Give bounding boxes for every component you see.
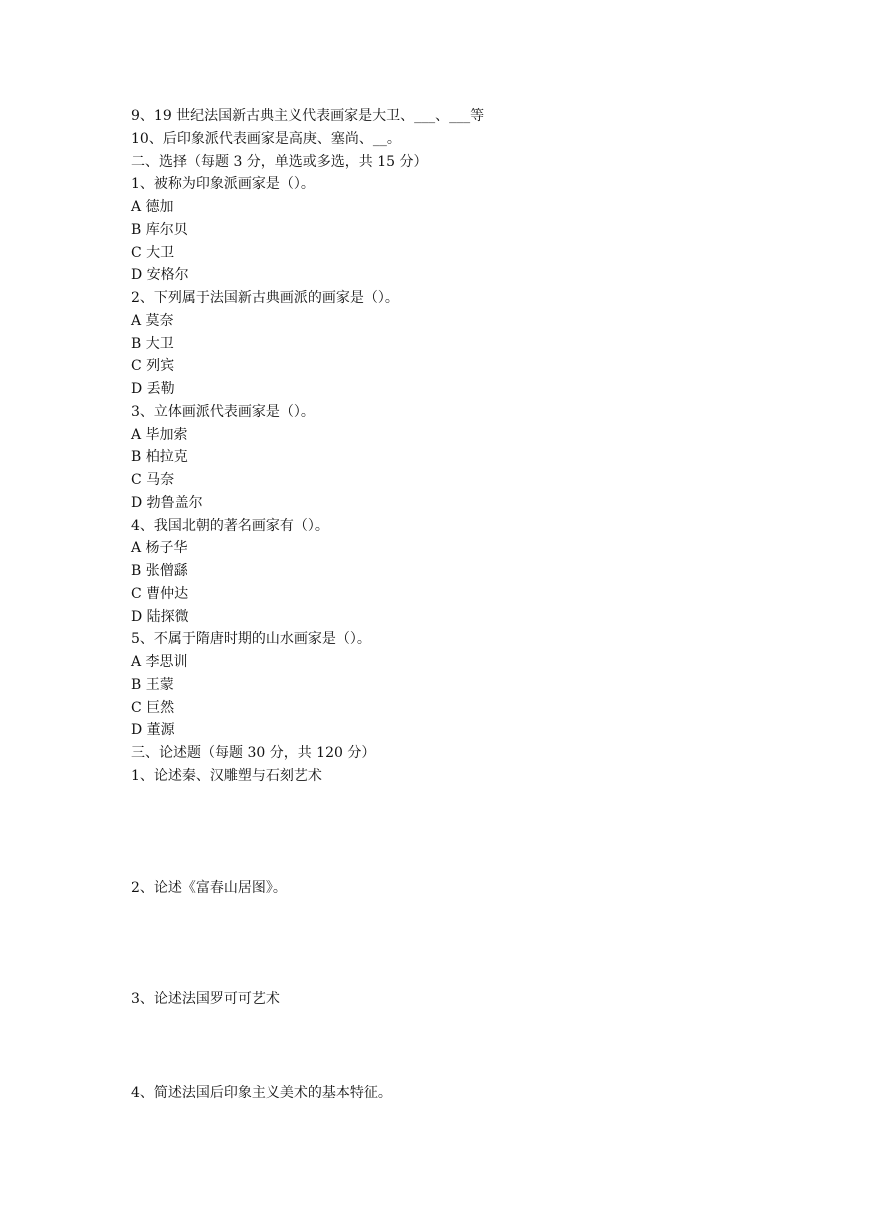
fill-in-question-10: 10、后印象派代表画家是高庚、塞尚、__。 [131, 130, 401, 147]
option-b: B 大卫 [131, 335, 174, 352]
question-stem: 3、立体画派代表画家是（）。 [131, 403, 315, 420]
essay-section-heading: 三、论述题（每题 30 分，共 120 分） [131, 745, 376, 761]
choice-question-4 [131, 515, 791, 629]
essay-question-3: 3、论述法国罗可可艺术 [131, 991, 280, 1008]
option-d: D 勃鲁盖尔 [131, 494, 203, 511]
option-c: C 大卫 [131, 244, 175, 261]
option-c: C 巨然 [131, 699, 175, 716]
choice-question-3 [131, 401, 791, 515]
choice-question-2 [131, 287, 791, 401]
answer-space [131, 899, 791, 988]
question-stem: 1、被称为印象派画家是（）。 [131, 176, 315, 193]
option-b: B 柏拉克 [131, 449, 188, 466]
option-a: A 李思训 [131, 654, 188, 670]
option-d: D 丢勒 [131, 381, 175, 397]
option-c: C 马奈 [131, 472, 175, 488]
essay-question-2: 2、论述《富春山居图》。 [131, 879, 287, 896]
option-d: D 董源 [131, 722, 175, 739]
question-stem: 2、下列属于法国新古典画派的画家是（）。 [131, 290, 399, 306]
exam-content [131, 105, 791, 1105]
option-d: D 安格尔 [131, 267, 189, 284]
essay-question-4: 4、简述法国后印象主义美术的基本特征。 [131, 1085, 392, 1101]
option-a: A 杨子华 [131, 540, 188, 557]
fill-in-question-9: 9、19 世纪法国新古典主义代表画家是大卫、___、___等 [131, 108, 485, 124]
essay-question-1: 1、论述秦、汉雕塑与石刻艺术 [131, 767, 322, 784]
option-d: D 陆探微 [131, 608, 189, 625]
option-b: B 库尔贝 [131, 221, 188, 238]
option-a: A 德加 [131, 199, 174, 215]
option-c: C 曹仲达 [131, 585, 189, 602]
question-stem: 4、我国北朝的著名画家有（）。 [131, 517, 329, 534]
option-b: B 张僧繇 [131, 563, 188, 579]
choice-section-heading: 二、选择（每题 3 分，单选或多选，共 15 分） [131, 153, 428, 170]
choice-question-5 [131, 628, 791, 742]
choice-question-1 [131, 173, 791, 287]
option-b: B 王蒙 [131, 676, 174, 693]
answer-space [131, 1011, 791, 1082]
question-stem: 5、不属于隋唐时期的山水画家是（）。 [131, 631, 371, 648]
option-a: A 毕加索 [131, 426, 188, 443]
option-a: A 莫奈 [131, 312, 174, 329]
answer-space [131, 788, 791, 877]
option-c: C 列宾 [131, 358, 175, 375]
